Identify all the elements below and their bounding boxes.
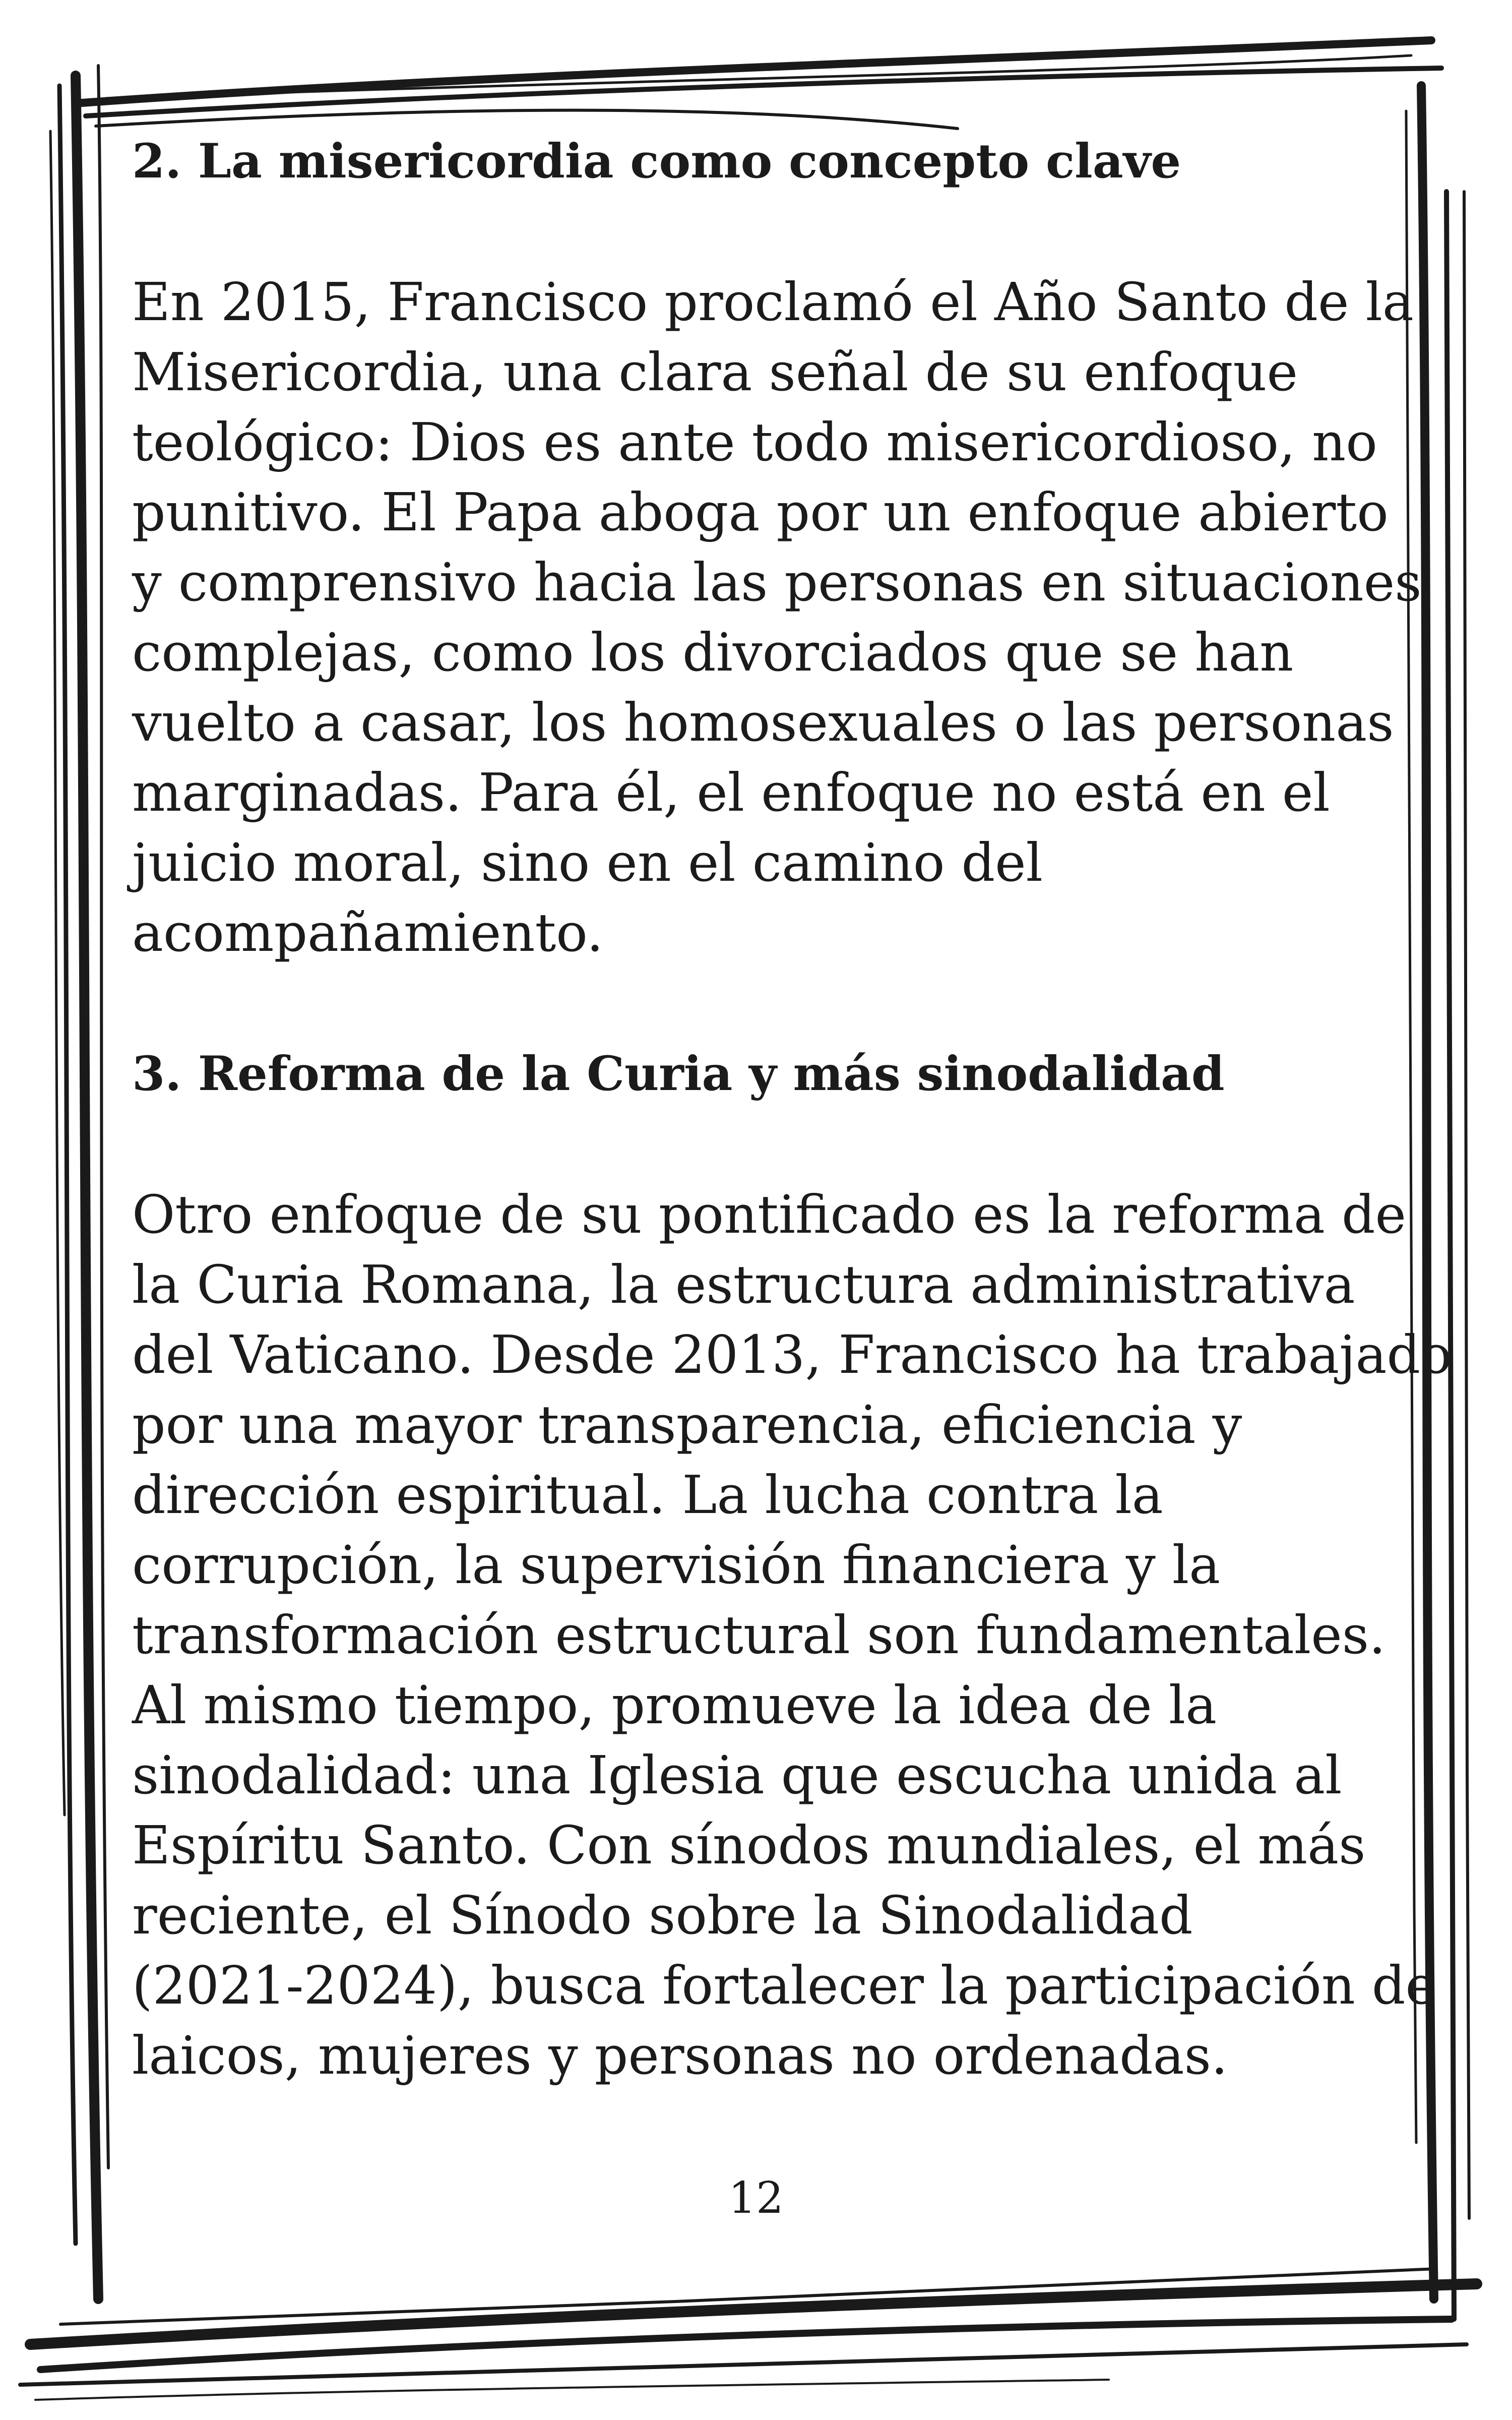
- paragraph-line: la Curia Romana, la estructura administrativa: [132, 1254, 1355, 1315]
- paragraph-line: sinodalidad: una Iglesia que escucha unida al: [132, 1744, 1342, 1806]
- paragraph-line: punitivo. El Papa aboga por un enfoque abierto: [132, 481, 1389, 543]
- section-heading: 2. La misericordia como concepto clave: [132, 134, 1181, 189]
- paragraph-line: del Vaticano. Desde 2013, Francisco ha trabajado: [132, 1324, 1452, 1385]
- paragraph-line: corrupción, la supervisión financiera y la: [132, 1534, 1221, 1596]
- paragraph-line: por una mayor transparencia, eficiencia y: [132, 1394, 1242, 1456]
- paragraph-line: y comprensivo hacia las personas en situaciones: [132, 552, 1422, 613]
- paragraph-line: juicio moral, sino en el camino del: [132, 832, 1043, 893]
- paragraph-line: laicos, mujeres y personas no ordenadas.: [132, 2025, 1228, 2086]
- paragraph-line: Al mismo tiempo, promueve la idea de la: [132, 1674, 1217, 1736]
- section-paragraph: [132, 1180, 1452, 2091]
- section-reforma-curia: [132, 1039, 1452, 2091]
- paragraph-line: acompañamiento.: [132, 902, 604, 963]
- paragraph-line: complejas, como los divorciados que se han: [132, 622, 1294, 683]
- section-misericordia: [132, 126, 1422, 968]
- paragraph-line: teológico: Dios es ante todo misericordioso, no: [132, 411, 1377, 473]
- paragraph-line: Misericordia, una clara señal de su enfoque: [132, 341, 1298, 403]
- section-paragraph: [132, 267, 1422, 968]
- paragraph-line: marginadas. Para él, el enfoque no está en el: [132, 762, 1330, 823]
- paragraph-line: vuelto a casar, los homosexuales o las personas: [132, 692, 1394, 753]
- paragraph-line: Otro enfoque de su pontificado es la reforma de: [132, 1184, 1407, 1245]
- paragraph-line: En 2015, Francisco proclamó el Año Santo de la: [132, 271, 1414, 333]
- paragraph-line: reciente, el Sínodo sobre la Sinodalidad: [132, 1885, 1193, 1946]
- paragraph-line: dirección espiritual. La lucha contra la: [132, 1464, 1163, 1526]
- paragraph-line: (2021-2024), busca fortalecer la participación de: [132, 1955, 1437, 2016]
- paragraph-line: transformación estructural son fundamentales.: [132, 1604, 1386, 1666]
- section-heading: 3. Reforma de la Curia y más sinodalidad: [132, 1046, 1225, 1102]
- page-number: 12: [728, 2173, 784, 2223]
- page-content: [132, 126, 1452, 2091]
- paragraph-line: Espíritu Santo. Con sínodos mundiales, el más: [132, 1814, 1366, 1876]
